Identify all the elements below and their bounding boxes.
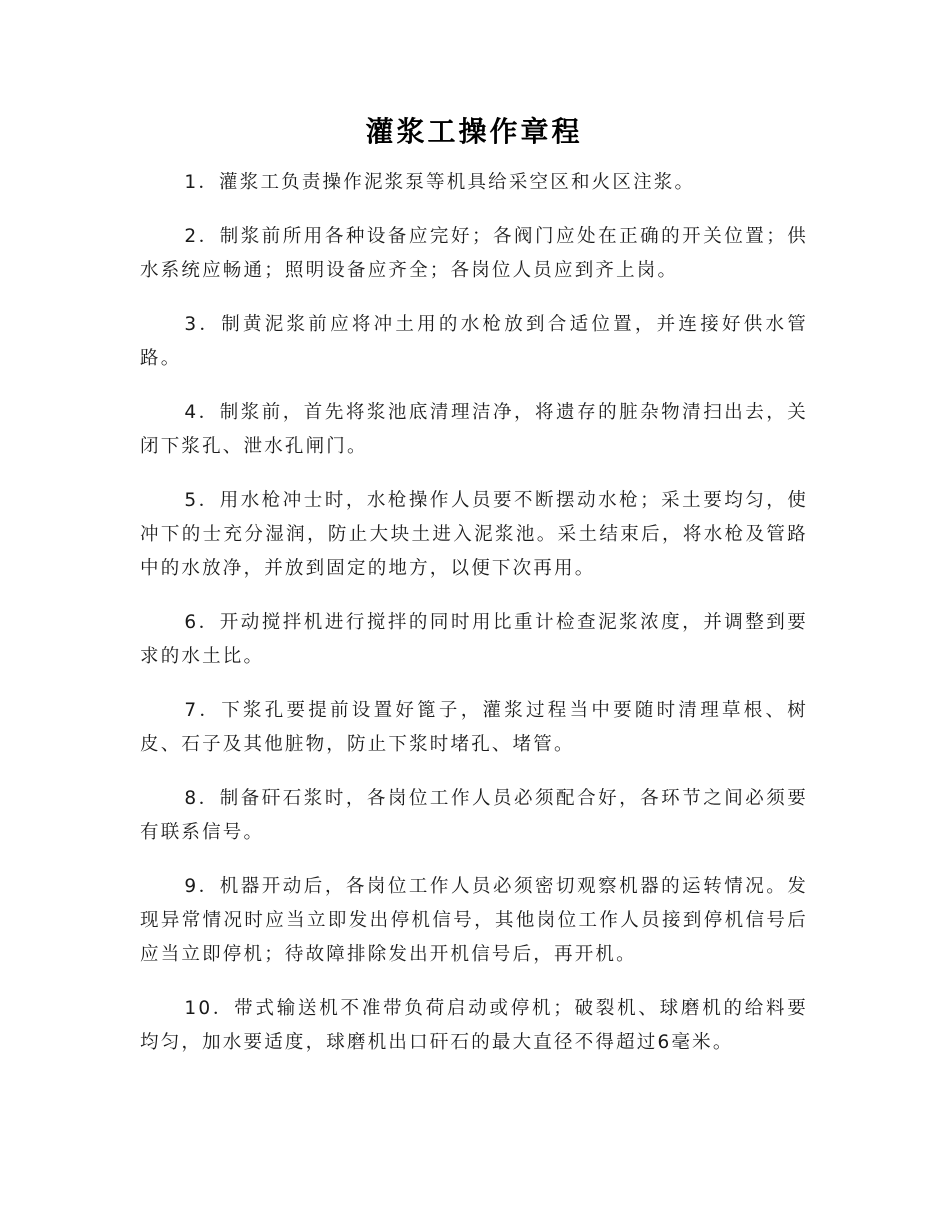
clause-8: 8．制备矸石浆时，各岗位工作人员必须配合好，各环节之间必须要有联系信号。 [140,788,808,843]
clause-2: 2．制浆前所用各种设备应完好；各阀门应处在正确的开关位置；供水系统应畅通；照明设备应齐全；各岗位人员应到齐上岗。 [140,226,808,281]
clause-5: 5．用水枪冲士时，水枪操作人员要不断摆动水枪；采土要均匀，使冲下的士充分湿润，防止大块土进入泥浆池。采土结束后，将水枪及管路中的水放净，并放到固定的地方，以便下次再用。 [140,490,808,579]
clause-list [140,166,808,1060]
clause-3: 3．制黄泥浆前应将冲土用的水枪放到合适位置，并连接好供水管路。 [140,314,808,369]
clause-6: 6．开动搅拌机进行搅拌的同时用比重计检查泥浆浓度，并调整到要求的水土比。 [140,612,808,667]
clause-9: 9．机器开动后，各岗位工作人员必须密切观察机器的运转情况。发现异常情况时应当立即发出停机信号，其他岗位工作人员接到停机信号后应当立即停机；待故障排除发出开机信号后，再开机。 [140,876,808,965]
document-title: 灌浆工操作章程 [365,115,583,148]
clause-10: 10．带式输送机不准带负荷启动或停机；破裂机、球磨机的给料要均匀，加水要适度，球磨机出口矸石的最大直径不得超过6毫米。 [140,998,808,1053]
clause-7: 7．下浆孔要提前设置好篦子，灌浆过程当中要随时清理草根、树皮、石子及其他脏物，防止下浆时堵孔、堵管。 [140,700,808,755]
clause-4: 4．制浆前，首先将浆池底清理洁净，将遗存的脏杂物清扫出去，关闭下浆孔、泄水孔闸门。 [140,402,808,457]
clause-1: 1．灌浆工负责操作泥浆泵等机具给采空区和火区注浆。 [184,172,696,193]
document-page [140,112,808,1080]
